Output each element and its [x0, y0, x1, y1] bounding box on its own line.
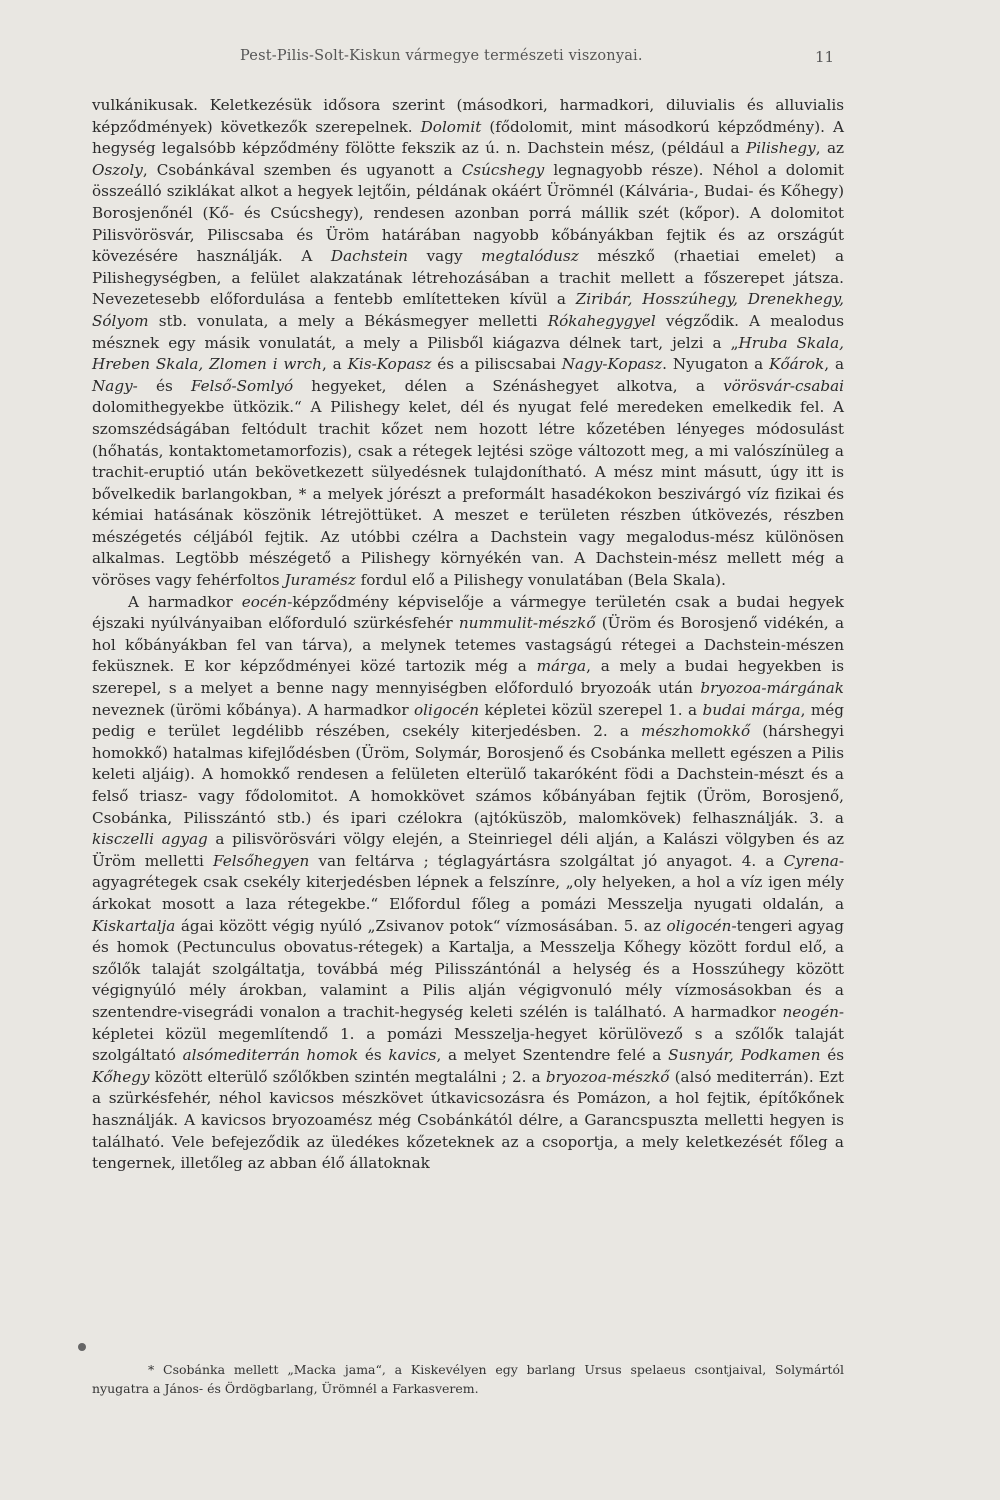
text-run: vagy: [407, 247, 482, 266]
text-run: és: [137, 376, 191, 395]
text-run: , a mely a budai hegyekben is szerepel, s a melyet a benne nagy mennyiségben előforduló bryozoák után: [92, 657, 845, 698]
italic-term: kisczelli agyag: [92, 830, 208, 849]
italic-term: Hruba Skala, Hreben Skala, Zlomen i wrch: [92, 333, 844, 374]
italic-term: Felső-Somlyó: [190, 376, 294, 395]
text-run: és: [358, 1046, 389, 1065]
italic-term: budai márga: [702, 700, 801, 719]
page-number: 11: [815, 48, 835, 66]
text-run: végződik. A mealodus mésznek egy másik vonulatát, a mely a Pilisből kiágazva délnek tart, jelzi a „: [92, 311, 844, 352]
text-run: mészkő (rhaetiai emelet) a Pilishegységben, a felület alakzatának létrehozásában a trachit mellett a főszerepet játsza. Nevezetesebb előfordulása a fentebb említetteken kívül a: [92, 247, 844, 309]
body-text: [92, 95, 844, 1175]
text-run: fordul elő a Pilishegy vonulatában (Bela Skala).: [355, 571, 726, 590]
italic-term: Oszoly: [92, 160, 143, 179]
italic-term: bryozoa-mészkő: [545, 1067, 670, 1086]
italic-term: Dachstein: [330, 247, 408, 266]
text-run: . Nyugaton a: [662, 355, 770, 374]
text-run: vulkánikusak. Keletkezésük idősora szerint (másodkori, harmadkori, diluvialis és alluvialis képződmények) következők szerepelnek.: [92, 96, 844, 136]
italic-term: Csúcshegy: [461, 160, 545, 179]
text-run: -képletei közül megemlítendő 1. a pomázi Messzelja-hegyet körülövező s a szőlők talaját szolgáltató: [92, 1002, 844, 1065]
italic-term: nummulit-mészkő: [458, 614, 596, 633]
text-run: stb. vonulata, a mely a Békásmegyer melletti: [148, 311, 548, 330]
italic-term: eocén: [241, 592, 288, 611]
text-run: (fődolomit, mint másodkorú képződmény). A hegység legalsóbb képződmény fölötte fekszik az ú. n. Dachstein mész, (például a: [92, 117, 844, 158]
text-run: és a piliscsabai: [431, 355, 562, 374]
paragraph-2: [92, 592, 844, 1175]
text-run: -agyagrétegek csak csekély kiterjedésben lépnek a felszínre, „oly helyeken, a hol a víz igen mély árkokat mosott a laza rétegekbe.“ Előfordul főleg a pomázi Messzelja nyugati oldalán, a: [92, 851, 844, 913]
footnote-text: * Csobánka mellett „Macka jama“, a Kiskevélyen egy barlang Ursus spelaeus csontjaival, Solymártól nyugatra a János- és Ördögbarlang, Ürömnél a Farkasverem.: [92, 1362, 844, 1396]
italic-term: Cyrena: [783, 851, 839, 870]
text-run: , Csobánkával szemben és ugyanott a: [142, 160, 462, 179]
text-run: dolomithegyekbe ütközik.“ A Pilishegy kelet, dél és nyugat felé meredeken emelkedik fel. A szomszédságában feltódult trachit kőzet nem hozott létre kőzetében lényeges módosulást (hőhatás, kontaktometamorfozis), csak a rétegek lejtési szöge változott meg, a mi valószínüleg a trachit-eruptió után bekövetkezett sülyedésnek tulajdonítható. A mész mint másutt, úgy itt is bővelkedik barlangokban, * a melyek jórészt a preformált hasadékokon beszivárgó víz fizikai és kémiai hatásának köszönik létrejöttüket. A meszet e területen részben útkövezés, részben mészégetés céljából fejtik. Az utóbbi czélra a Dachstein vagy megalodus-mész különösen alkalmas. Legtöbb mészégető a Pilishegy környékén van. A Dachstein-mész mellett még a vöröses vagy fehérfoltos: [92, 398, 844, 590]
margin-dot: [78, 1343, 86, 1351]
italic-term: Dolomit: [420, 117, 482, 136]
text-run: neveznek (ürömi kőbánya). A harmadkor: [92, 700, 415, 719]
text-run: ágai között végig nyúló „Zsivanov potok“ vízmosásában. 5. az: [175, 916, 667, 935]
footnote: [92, 1360, 844, 1398]
italic-term: Kis-Kopasz: [347, 355, 432, 374]
italic-term: oligocén: [666, 916, 732, 935]
text-run: van feltárva ; téglagyártásra szolgáltat jó anyagot. 4. a: [309, 851, 784, 870]
text-run: , a: [321, 355, 348, 374]
text-run: , a: [824, 355, 844, 374]
italic-term: Nagy-Kopasz: [561, 355, 663, 374]
italic-term: mészhomokkő: [640, 722, 751, 741]
italic-term: Rókahegygyel: [547, 311, 656, 330]
italic-term: Pilishegy: [746, 139, 816, 158]
text-run: , még pedig e terület legdélibb részében, csekély kiterjedésben. 2. a: [92, 700, 844, 741]
text-run: -tengeri agyag és homok (Pectunculus obovatus-rétegek) a Kartalja, a Messzelja Kőhegy között fordul elő, a szőlők talaját szolgáltatja, továbbá még Pilisszántónál a helység és a Hosszúhegy között végignyúló mély árokban, valamint a Pilis alján végigvonuló mély vízmosásokban és a szentendre-visegrádi vonalon a trachit-hegység keleti szélén is található. A harmadkor: [92, 916, 844, 1021]
italic-term: Nagy-: [92, 376, 138, 395]
text-run: A harmadkor: [128, 592, 242, 611]
text-run: (hárshegyi homokkő) hatalmas kifejlődésben (Üröm, Solymár, Borosjenő és Csobánka mellett egészen a Pilis keleti aljáig). A homokkő rendesen a felületen elterülő takaróként födi a Dachstein-mészt és a felső triasz- vagy fődolomitot. A homokkövet számos kőbányában fejtik (Üröm, Borosjenő, Csobánka, Pilisszántó stb.) és ipari czélokra (ajtóküszöb, malomkövek) felhasználják. 3. a: [92, 722, 844, 827]
text-run: legnagyobb része). Néhol a dolomit összeálló sziklákat alkot a hegyek lejtőin, példának okáért Ürömnél (Kálvária-, Budai- és Kőhegy) Borosjenőnél (Kő- és Csúcshegy), rendesen azonban porrá mállik szét (kőpor). A dolomitot Pilisvörösvár, Piliscsaba és Üröm határában nagyobb kőbányákban fejtik és az országút kövezésére használják. A: [92, 160, 844, 266]
italic-term: Felsőhegyen: [213, 851, 310, 870]
italic-term: Kiskartalja: [92, 916, 176, 935]
text-run: , a melyet Szentendre felé a: [436, 1046, 669, 1065]
text-run: és: [820, 1046, 844, 1065]
italic-term: Susnyár, Podkamen: [668, 1046, 821, 1065]
italic-term: oligocén: [414, 700, 480, 719]
italic-term: Ziribár, Hosszúhegy, Drenekhegy, Sólyom: [92, 290, 844, 330]
text-run: képletei közül szerepel 1. a: [479, 700, 703, 719]
text-run: (alsó mediterrán). Ezt a szürkésfehér, néhol kavicsos mészkövet útkavicsozásra és Pomázon, a hol fejtik, építőkőnek használják. A kavicsos bryozoamész még Csobánkától délre, a Garancspuszta melletti hegyen is található. Vele befejeződik az üledékes kőzeteknek az a csoportja, a mely keletkezését főleg a tengernek, illetőleg az abban élő állatoknak: [92, 1067, 844, 1173]
text-run: között elterülő szőlőkben szintén megtalálni ; 2. a: [149, 1067, 546, 1086]
paragraph-1: [92, 95, 844, 592]
running-header: Pest-Pilis-Solt-Kiskun vármegye természeti viszonyai.: [240, 48, 643, 64]
italic-term: bryozoa-márgának: [700, 679, 844, 698]
text-run: , az: [815, 139, 844, 158]
italic-term: kavics: [388, 1046, 437, 1065]
italic-term: Kőhegy: [92, 1067, 150, 1086]
italic-term: megtalódusz: [481, 247, 579, 266]
italic-term: Kőárok: [769, 355, 825, 374]
italic-term: márga: [536, 657, 587, 676]
italic-term: Juramész: [284, 571, 356, 590]
text-run: -képződmény képviselője a vármegye területén csak a budai hegyek éjszaki nyúlványaiban előforduló szürkésfehér: [92, 592, 844, 633]
text-run: a pilisvörösvári völgy elején, a Steinriegel déli alján, a Kalászi völgyben és az Üröm melletti: [92, 830, 845, 870]
italic-term: neogén: [782, 1002, 839, 1021]
text-run: (Üröm és Borosjenő vidékén, a hol kőbányákban fel van tárva), a melynek tetemes vastagságú rétegei a Dachstein-mészen feküsznek. E kor képződményei közé tartozik még a: [92, 614, 844, 676]
italic-term: vörösvár-csabai: [723, 376, 845, 395]
text-run: hegyeket, délen a Szénáshegyet alkotva, a: [293, 376, 724, 395]
italic-term: alsómediterrán homok: [182, 1046, 359, 1065]
